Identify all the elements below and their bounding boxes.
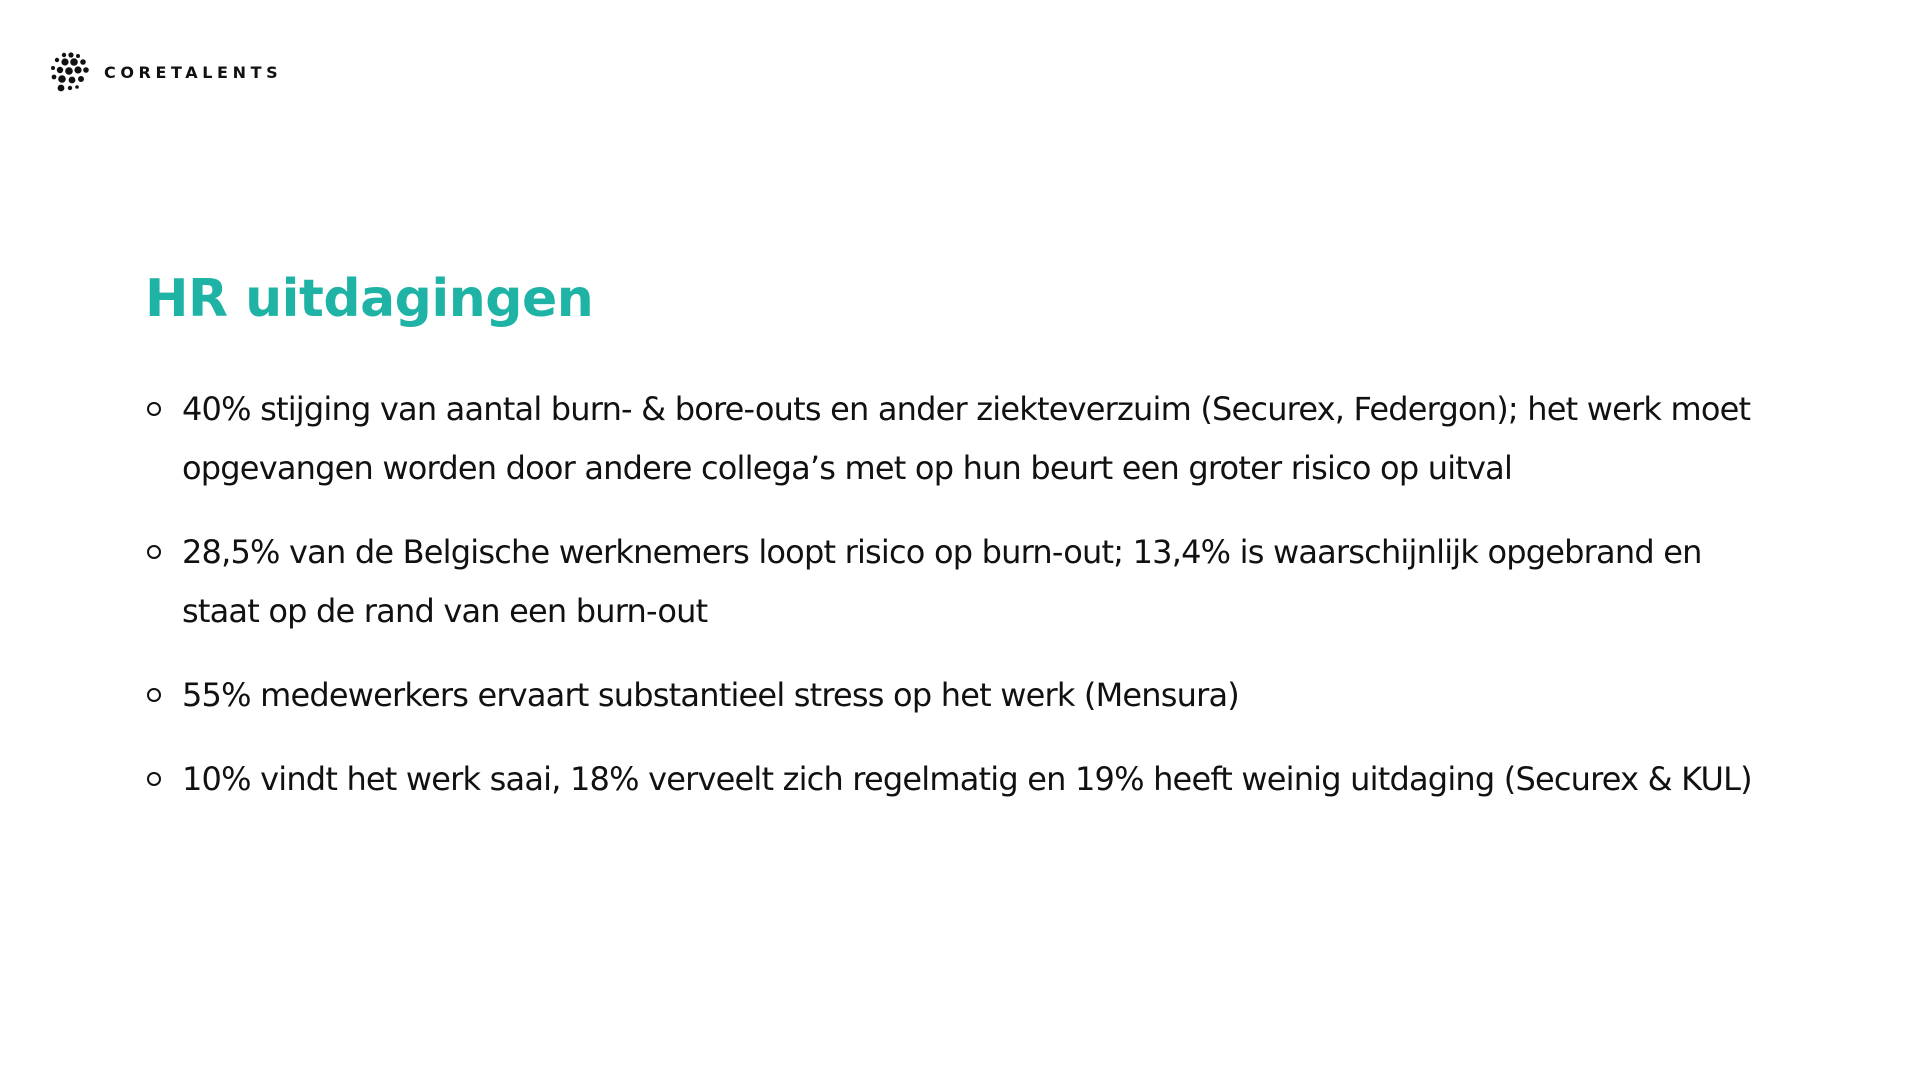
- bullet-list: [145, 380, 1785, 834]
- bullet-item: [145, 523, 1785, 641]
- circle-bullet-icon: [147, 402, 161, 416]
- bullet-text: 40% stijging van aantal burn- & bore-outs en ander ziekteverzuim (Securex, Federgon); het werk moet opgevangen worden door andere collega’s met op hun beurt een groter risico op uitval: [182, 390, 1751, 487]
- logo: [50, 52, 282, 92]
- dot-cluster-icon: [50, 52, 90, 92]
- circle-bullet-icon: [147, 772, 161, 786]
- slide-title: HR uitdagingen: [145, 269, 594, 329]
- bullet-text: 10% vindt het werk saai, 18% verveelt zich regelmatig en 19% heeft weinig uitdaging (Securex & KUL): [182, 760, 1752, 798]
- bullet-text: 28,5% van de Belgische werknemers loopt risico op burn-out; 13,4% is waarschijnlijk opgebrand en staat op de rand van een burn-out: [182, 533, 1702, 630]
- bullet-item: [145, 750, 1785, 809]
- circle-bullet-icon: [147, 545, 161, 559]
- bullet-item: [145, 380, 1785, 498]
- logo-text: CORETALENTS: [104, 62, 283, 82]
- bullet-item: [145, 666, 1785, 725]
- circle-bullet-icon: [147, 688, 161, 702]
- bullet-text: 55% medewerkers ervaart substantieel stress op het werk (Mensura): [182, 676, 1239, 714]
